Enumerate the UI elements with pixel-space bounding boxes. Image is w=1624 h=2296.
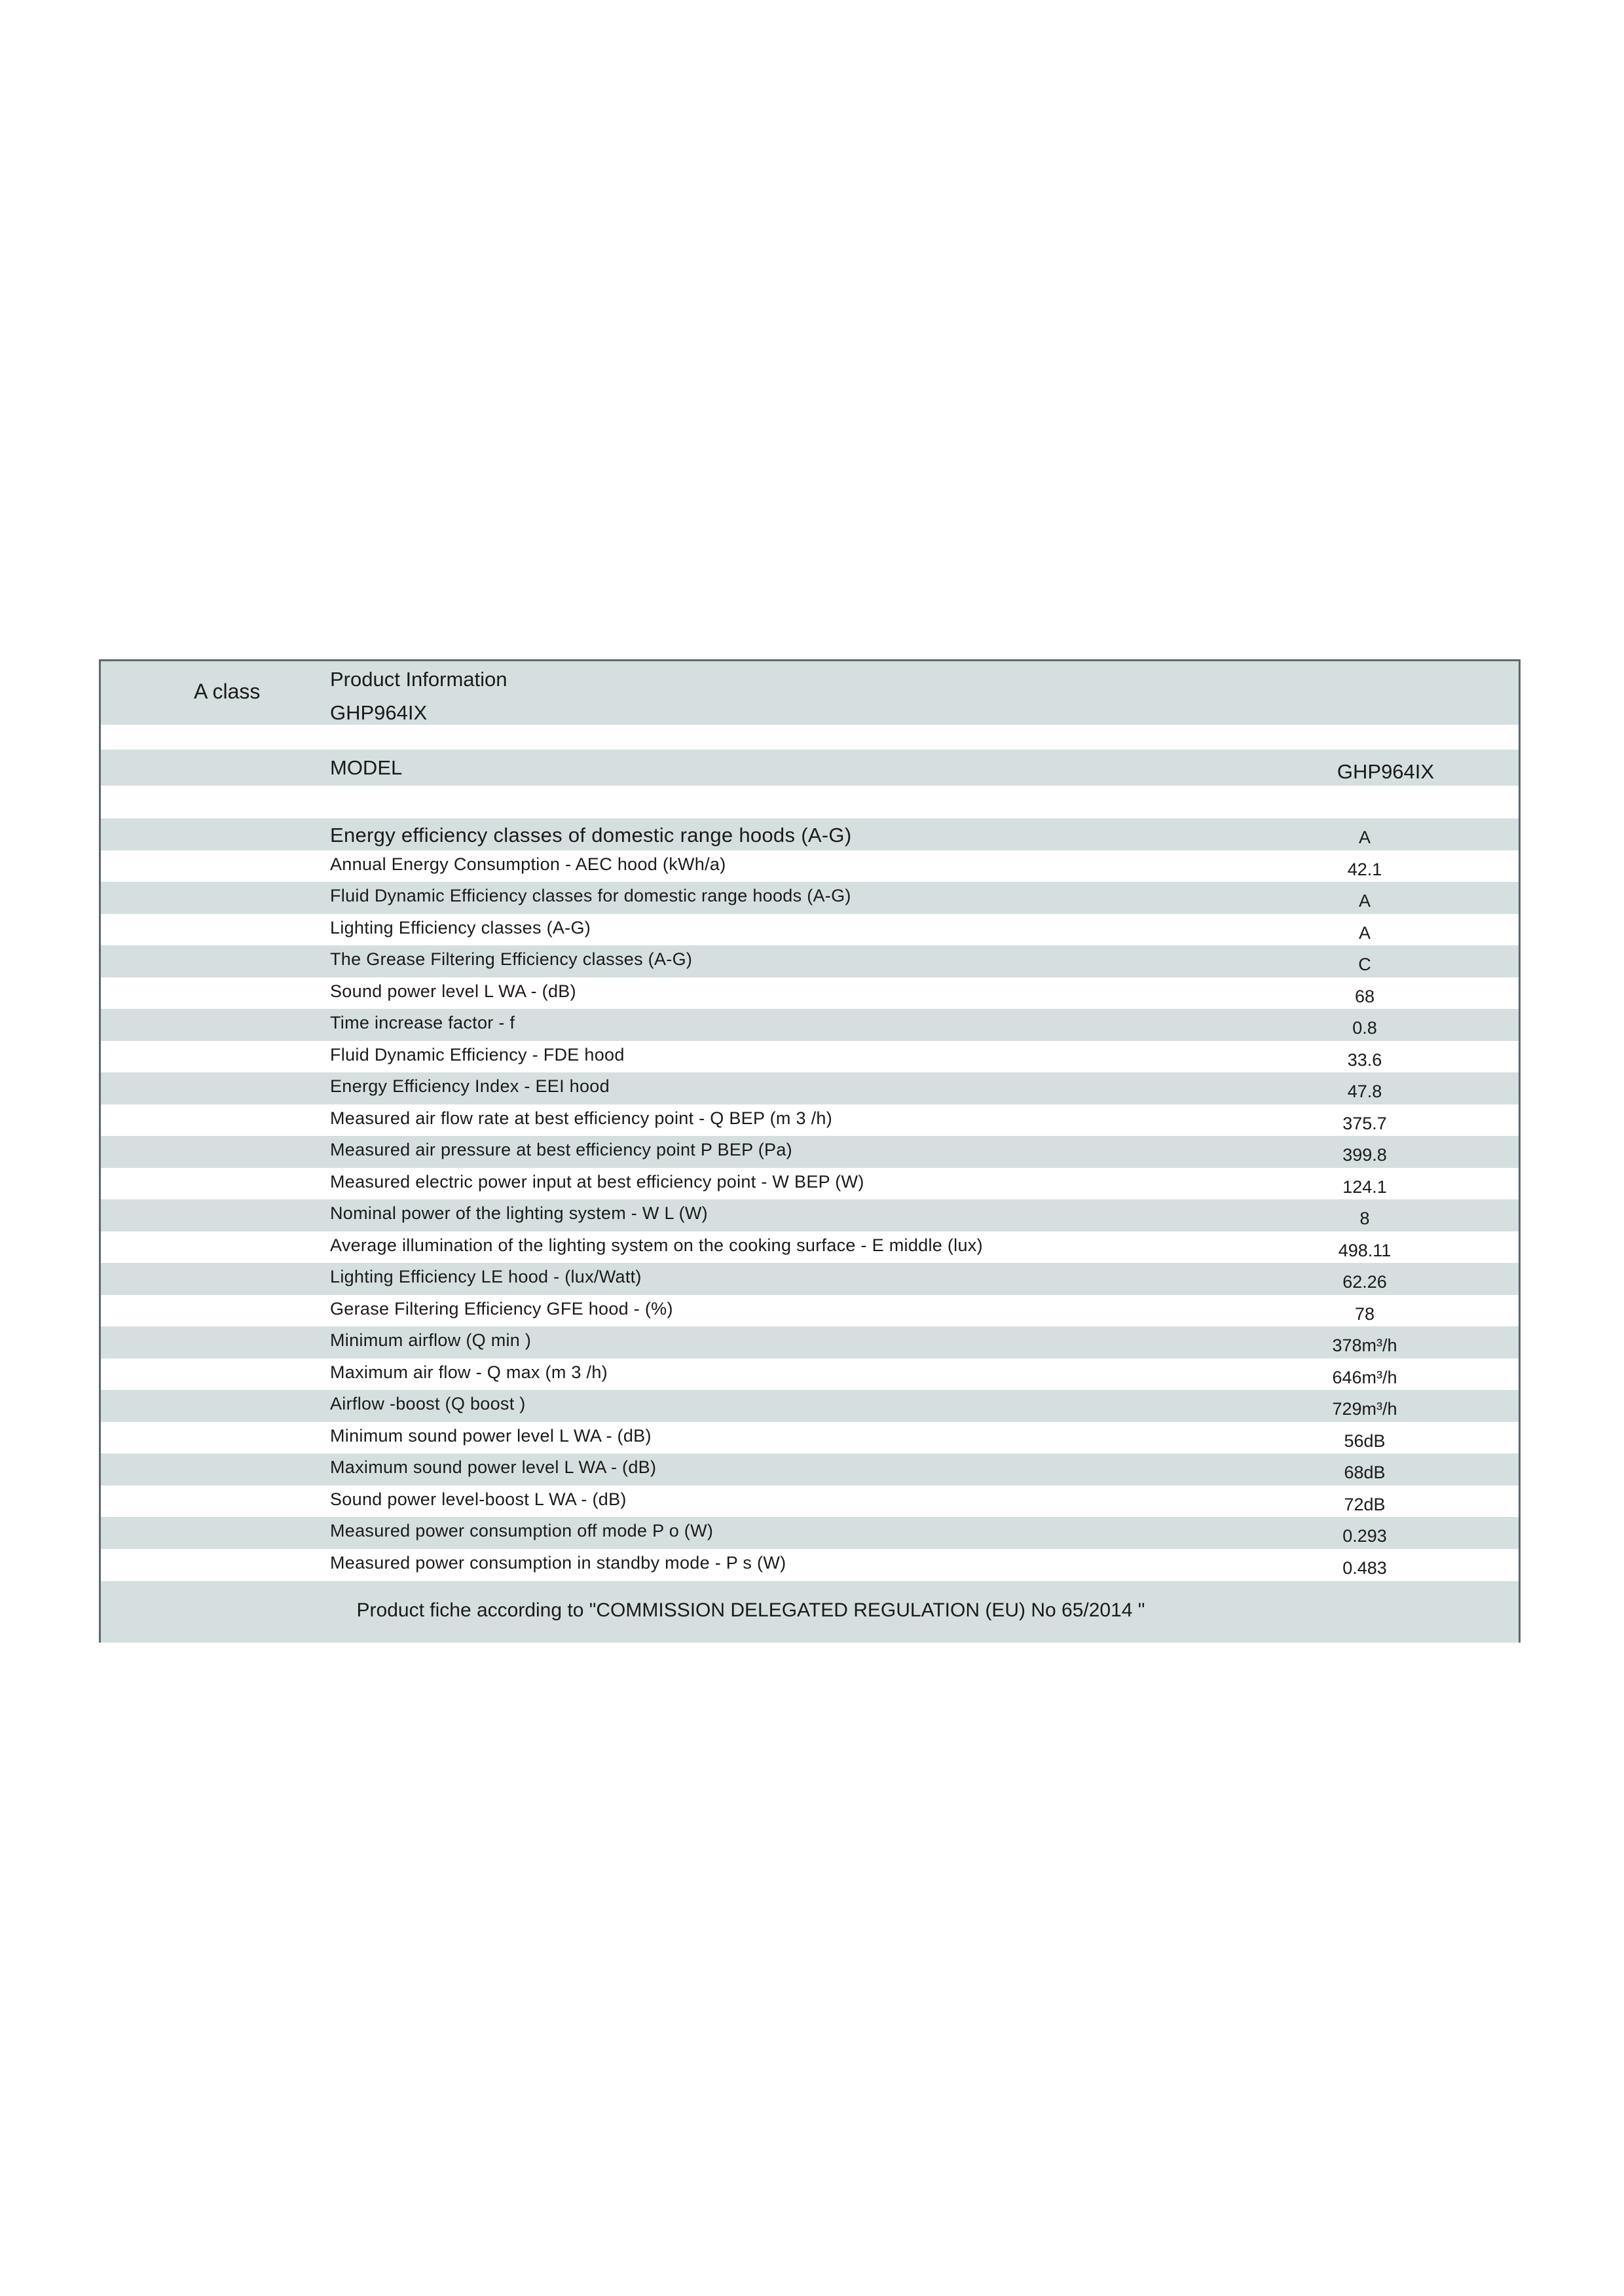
spacer <box>101 725 1519 750</box>
row-label: Airflow -boost (Q boost ) <box>330 1394 526 1413</box>
row-label: Sound power level L WA - (dB) <box>330 981 576 1001</box>
row-label: Fluid Dynamic Efficiency classes for domestic range hoods (A-G) <box>330 886 851 905</box>
table-row <box>101 1326 1519 1358</box>
row-label: Measured air pressure at best efficiency point P BEP (Pa) <box>330 1140 792 1159</box>
row-value: 646m³/h <box>1332 1367 1397 1387</box>
table-row <box>101 1485 1519 1518</box>
model-label: MODEL <box>330 756 403 779</box>
row-value: A <box>1358 922 1371 943</box>
table-row <box>101 1136 1519 1168</box>
row-label: Minimum airflow (Q min ) <box>330 1330 532 1350</box>
row-label: Measured power consumption in standby mode - P s (W) <box>330 1552 786 1573</box>
row-value: C <box>1358 955 1371 974</box>
row-label: Minimum sound power level L WA - (dB) <box>330 1425 652 1446</box>
row-label: Lighting Efficiency LE hood - (lux/Watt) <box>330 1267 642 1286</box>
table-row <box>101 914 1519 946</box>
row-value: 56dB <box>1344 1430 1386 1451</box>
row-value: 0.483 <box>1342 1558 1387 1578</box>
product-code: GHP964IX <box>330 701 428 724</box>
row-value: 68 <box>1354 986 1375 1006</box>
table-row <box>101 882 1519 914</box>
row-value: 62.26 <box>1342 1272 1387 1292</box>
regulation-note: Product fiche according to "COMMISSION DELEGATED REGULATION (EU) No 65/2014 " <box>356 1599 1145 1621</box>
model-band <box>101 750 1519 786</box>
table-row <box>101 1231 1519 1264</box>
table-row <box>101 1072 1519 1104</box>
table-row <box>101 977 1519 1010</box>
row-value: 42.1 <box>1347 859 1382 879</box>
row-label: Sound power level-boost L WA - (dB) <box>330 1489 627 1509</box>
row-value: 399.8 <box>1342 1145 1387 1165</box>
table-row <box>101 1549 1519 1581</box>
spacer <box>101 786 1519 818</box>
table-row <box>101 1453 1519 1485</box>
table-row <box>101 1104 1519 1137</box>
table-row <box>101 1168 1519 1200</box>
row-value: 0.8 <box>1352 1018 1377 1038</box>
row-value: 33.6 <box>1347 1049 1382 1070</box>
model-value: GHP964IX <box>1337 760 1435 783</box>
row-label: Energy efficiency classes of domestic range hoods (A-G) <box>330 824 852 847</box>
footer-band <box>101 1581 1519 1643</box>
table-row <box>101 850 1519 883</box>
row-label: Gerase Filtering Efficiency GFE hood - (%) <box>330 1298 673 1319</box>
row-label: Time increase factor - f <box>330 1013 515 1032</box>
row-value: 498.11 <box>1338 1240 1392 1260</box>
row-label: Lighting Efficiency classes (A-G) <box>330 917 591 938</box>
table-row <box>101 1517 1519 1549</box>
row-label: Measured power consumption off mode P o (W) <box>330 1521 714 1540</box>
product-fiche-table <box>99 659 1521 1643</box>
energy-class-label: A class <box>194 680 261 703</box>
table-row <box>101 945 1519 977</box>
row-value: 0.293 <box>1342 1526 1387 1546</box>
row-label: The Grease Filtering Efficiency classes (A-G) <box>330 949 693 969</box>
row-label: Measured air flow rate at best efficiency point - Q BEP (m 3 /h) <box>330 1108 833 1128</box>
table-row <box>101 1358 1519 1391</box>
row-value: 72dB <box>1344 1494 1386 1514</box>
row-value: 8 <box>1359 1209 1370 1228</box>
row-value: 47.8 <box>1347 1082 1382 1101</box>
product-info-title: Product Information <box>330 668 507 691</box>
row-label: Maximum air flow - Q max (m 3 /h) <box>330 1362 608 1382</box>
row-value: 729m³/h <box>1332 1399 1397 1419</box>
table-row <box>101 1199 1519 1231</box>
table-row <box>101 1295 1519 1327</box>
row-value: 124.1 <box>1342 1176 1387 1197</box>
table-row <box>101 1390 1519 1422</box>
row-label: Energy Efficiency Index - EEI hood <box>330 1076 610 1096</box>
row-value: 68dB <box>1344 1463 1386 1482</box>
header-band <box>101 661 1519 725</box>
table-row <box>101 1009 1519 1041</box>
table-row <box>101 1422 1519 1454</box>
row-label: Annual Energy Consumption - AEC hood (kWh/a) <box>330 854 726 874</box>
row-value: 378m³/h <box>1332 1336 1397 1355</box>
row-label: Maximum sound power level L WA - (dB) <box>330 1457 657 1477</box>
row-value: 375.7 <box>1342 1113 1387 1133</box>
row-value: A <box>1358 828 1371 847</box>
table-row <box>101 1263 1519 1295</box>
row-value: 78 <box>1354 1303 1375 1324</box>
row-label: Measured electric power input at best efficiency point - W BEP (W) <box>330 1171 864 1192</box>
row-value: A <box>1358 891 1371 911</box>
table-row <box>101 1041 1519 1073</box>
row-label: Nominal power of the lighting system - W L (W) <box>330 1203 708 1223</box>
row-label: Fluid Dynamic Efficiency - FDE hood <box>330 1044 625 1065</box>
table-row <box>101 818 1519 850</box>
row-label: Average illumination of the lighting system on the cooking surface - E middle (lux) <box>330 1235 983 1255</box>
